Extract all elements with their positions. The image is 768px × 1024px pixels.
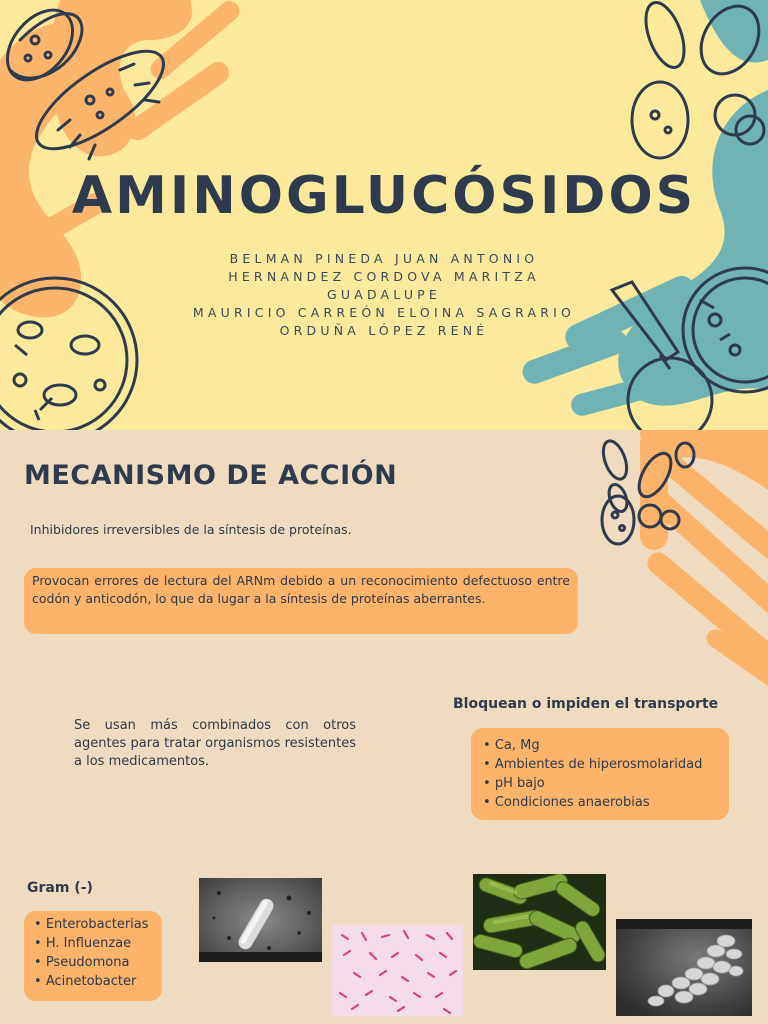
gram-list [34,915,154,991]
transport-box [471,728,729,820]
list-item: • Condiciones anaerobias [483,793,719,812]
gram-box [24,911,162,1001]
errors-text: Provocan errores de lectura del ARNm debido a un reconocimiento defectuoso entre codón y anticodón, lo que da lugar a la síntesis de proteínas aberrantes. [32,573,570,606]
author-line: HERNANDEZ CORDOVA MARITZA [228,269,540,284]
author-line: GUADALUPE [326,287,442,302]
gram-stain-micrograph [332,925,463,1016]
sem-rod-micrograph [199,878,322,962]
intro-text: Inhibidores irreversibles de la síntesis de proteínas. [30,522,352,537]
gram-heading: Gram (-) [27,880,93,896]
sem-cluster-micrograph [616,919,752,1016]
author-line: ORDUÑA LÓPEZ RENÉ [279,323,489,338]
green-bacteria-micrograph [473,874,606,970]
mechanism-slide [0,430,768,1024]
mechanism-title: MECANISMO DE ACCIÓN [24,460,398,491]
author-line: MAURICIO CARREÓN ELOINA SAGRARIO [192,305,576,320]
list-item: • H. Influenzae [34,934,154,953]
list-item: • pH bajo [483,774,719,793]
authors-list [150,250,618,340]
author-line: BELMAN PINEDA JUAN ANTONIO [229,251,539,266]
presentation-title: AMINOGLUCÓSIDOS [71,166,697,226]
list-item: • Enterobacterias [34,915,154,934]
list-item: • Pseudomona [34,953,154,972]
title-slide [0,0,768,430]
list-item: • Acinetobacter [34,972,154,991]
transport-list [483,736,719,812]
list-item: • Ambientes de hiperosmolaridad [483,755,719,774]
transport-heading: Bloquean o impiden el transporte [453,696,719,712]
errors-box [24,568,578,634]
list-item: • Ca, Mg [483,736,719,755]
combined-text: Se usan más combinados con otros agentes para tratar organismos resistentes a los medicamentos. [74,718,356,769]
